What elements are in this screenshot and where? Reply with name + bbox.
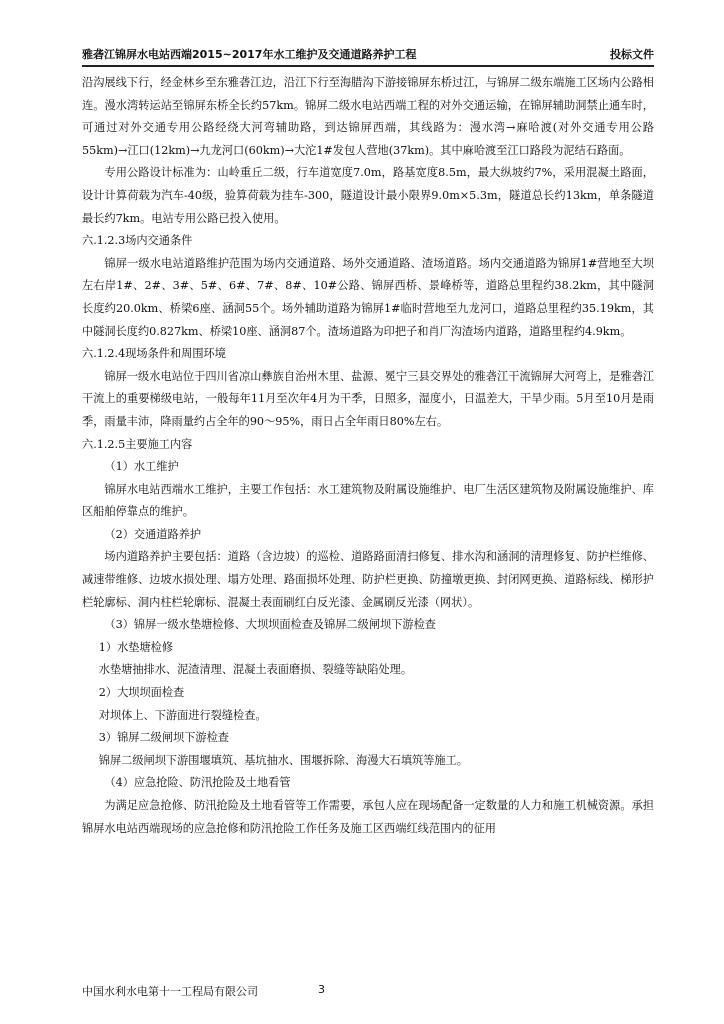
paragraph-site: 锦屏一级水电站位于四川省凉山彝族自治州木里、盐源、冕宁三县交界处的雅砻江干流锦屏大河弯上，是雅砻江干流上的重要梯级电站，一般每年11月至次年4月为干季，日照多，湿度小，日温差大，干旱少雨。5月至10月是雨季，雨量丰沛，降雨量约占全年的90～95%，雨日占全年雨日80%左右。	[82, 369, 654, 428]
subheading-road: （2）交通道路养护	[104, 527, 202, 541]
footer-company: 中国水利水电第十一工程局有限公司	[82, 985, 258, 998]
paragraph-road: 场内道路养护主要包括：道路（含边坡）的巡检、道路路面清扫修复、排水沟和涵洞的清理修复、防护栏维修、减速带维修、边坡水损处理、塌方处理、路面损坏处理、防护栏更换、防撞墩更换、封闭网更换、道路标线、梯形护栏轮廓标、洞内柱栏轮廓标、混凝土表面刷红白反光漆、金属刷反光漆（网状）。	[82, 550, 654, 609]
section-heading-site: 六.1.2.4现场条件和周围环境	[82, 347, 226, 361]
paragraph-cushion-pool: 水垫塘抽排水、泥渣清理、混凝土表面磨损、裂缝等缺陷处理。	[98, 663, 413, 677]
item-cushion-pool: 1）水垫塘检修	[98, 640, 174, 654]
subheading-inspection: （3）锦屏一级水垫塘检修、大坝坝面检查及锦屏二级闸坝下游检查	[104, 618, 436, 632]
section-heading-scope: 六.1.2.5主要施工内容	[82, 437, 193, 451]
header-doc-type: 投标文件	[610, 48, 654, 61]
paragraph-gate-dam: 锦屏二级闸坝下游围堰填筑、基坑抽水、围堰拆除、海漫大石填筑等施工。	[98, 753, 468, 767]
paragraph-traffic: 锦屏一级水电站道路维护范围为场内交通道路、场外交通道路、渣场道路。场内交通道路为锦屏1#营地至大坝左右岸1#、2#、3#、5#、6#、7#、8#、10#公路、锦屏西桥、景峰桥等，道路总里程约38.2km，其中隧洞长度约20.0km、桥梁6座、涵洞55个。场外辅助道路为锦屏1#临时营地至九龙河口，道路总里程约35.19km，其中隧洞长度约0.827km、桥梁10座、涵洞87个。渣场道路为印把子和肖厂沟渣场内道路，道路里程约4.9km。	[82, 256, 654, 338]
paragraph-dam-face: 对坝体上、下游面进行裂缝检查。	[98, 708, 267, 722]
section-heading-traffic: 六.1.2.3场内交通条件	[82, 234, 193, 248]
header-title: 雅砻江锦屏水电站西端2015~2017年水工维护及交通道路养护工程	[82, 48, 417, 61]
paragraph-route: 沿沟展线下行，经金林乡至东雅砻江边，沿江下行至海腊沟下游接锦屏东桥过江，与锦屏二级东端施工区场内公路相连。漫水湾转运站至锦屏东桥全长约57km。锦屏二级水电站西端工程的对外交通运输，在锦屏辅助洞禁止通车时，可通过对外交通专用公路经绕大河弯辅助路，到达锦屏西端，其线路为：漫水湾→麻哈渡(对外交通专用公路55km)→江口(12km)→九龙河口(60km)→大沱1#发包人营地(37km)。其中麻哈渡至江口路段为泥结石路面。	[82, 76, 654, 157]
paragraph-highway-standard: 专用公路设计标准为：山岭重丘二级，行车道宽度7.0m，路基宽度8.5m，最大纵坡约7%，采用混凝土路面，设计计算荷载为汽车-40级，验算荷载为挂车-300，隧道设计最小限界9.0m×5.3m，隧道总长约13km，单条隧道最长约7km。电站专用公路已投入使用。	[82, 166, 654, 225]
page-number: 3	[318, 983, 325, 996]
subheading-hydraulic: （1）水工维护	[104, 460, 179, 474]
subheading-emergency: （4）应急抢险、防汛抢险及土地看管	[104, 776, 291, 790]
item-gate-dam: 3）锦屏二级闸坝下游检查	[98, 731, 229, 745]
page-header	[82, 47, 654, 67]
document-body	[82, 72, 654, 840]
paragraph-hydraulic: 锦屏水电站西端水工维护，主要工作包括：水工建筑物及附属设施维护、电厂生活区建筑物及附属设施维护、库区船舶停靠点的维护。	[82, 482, 654, 519]
paragraph-emergency: 为满足应急抢修、防汛抢险及土地看管等工作需要，承包人应在现场配备一定数量的人力和施工机械资源。承担锦屏水电站西端现场的应急抢修和防汛抢险工作任务及施工区西端红线范围内的征用	[82, 799, 654, 835]
item-dam-face: 2）大坝坝面检查	[98, 686, 185, 700]
